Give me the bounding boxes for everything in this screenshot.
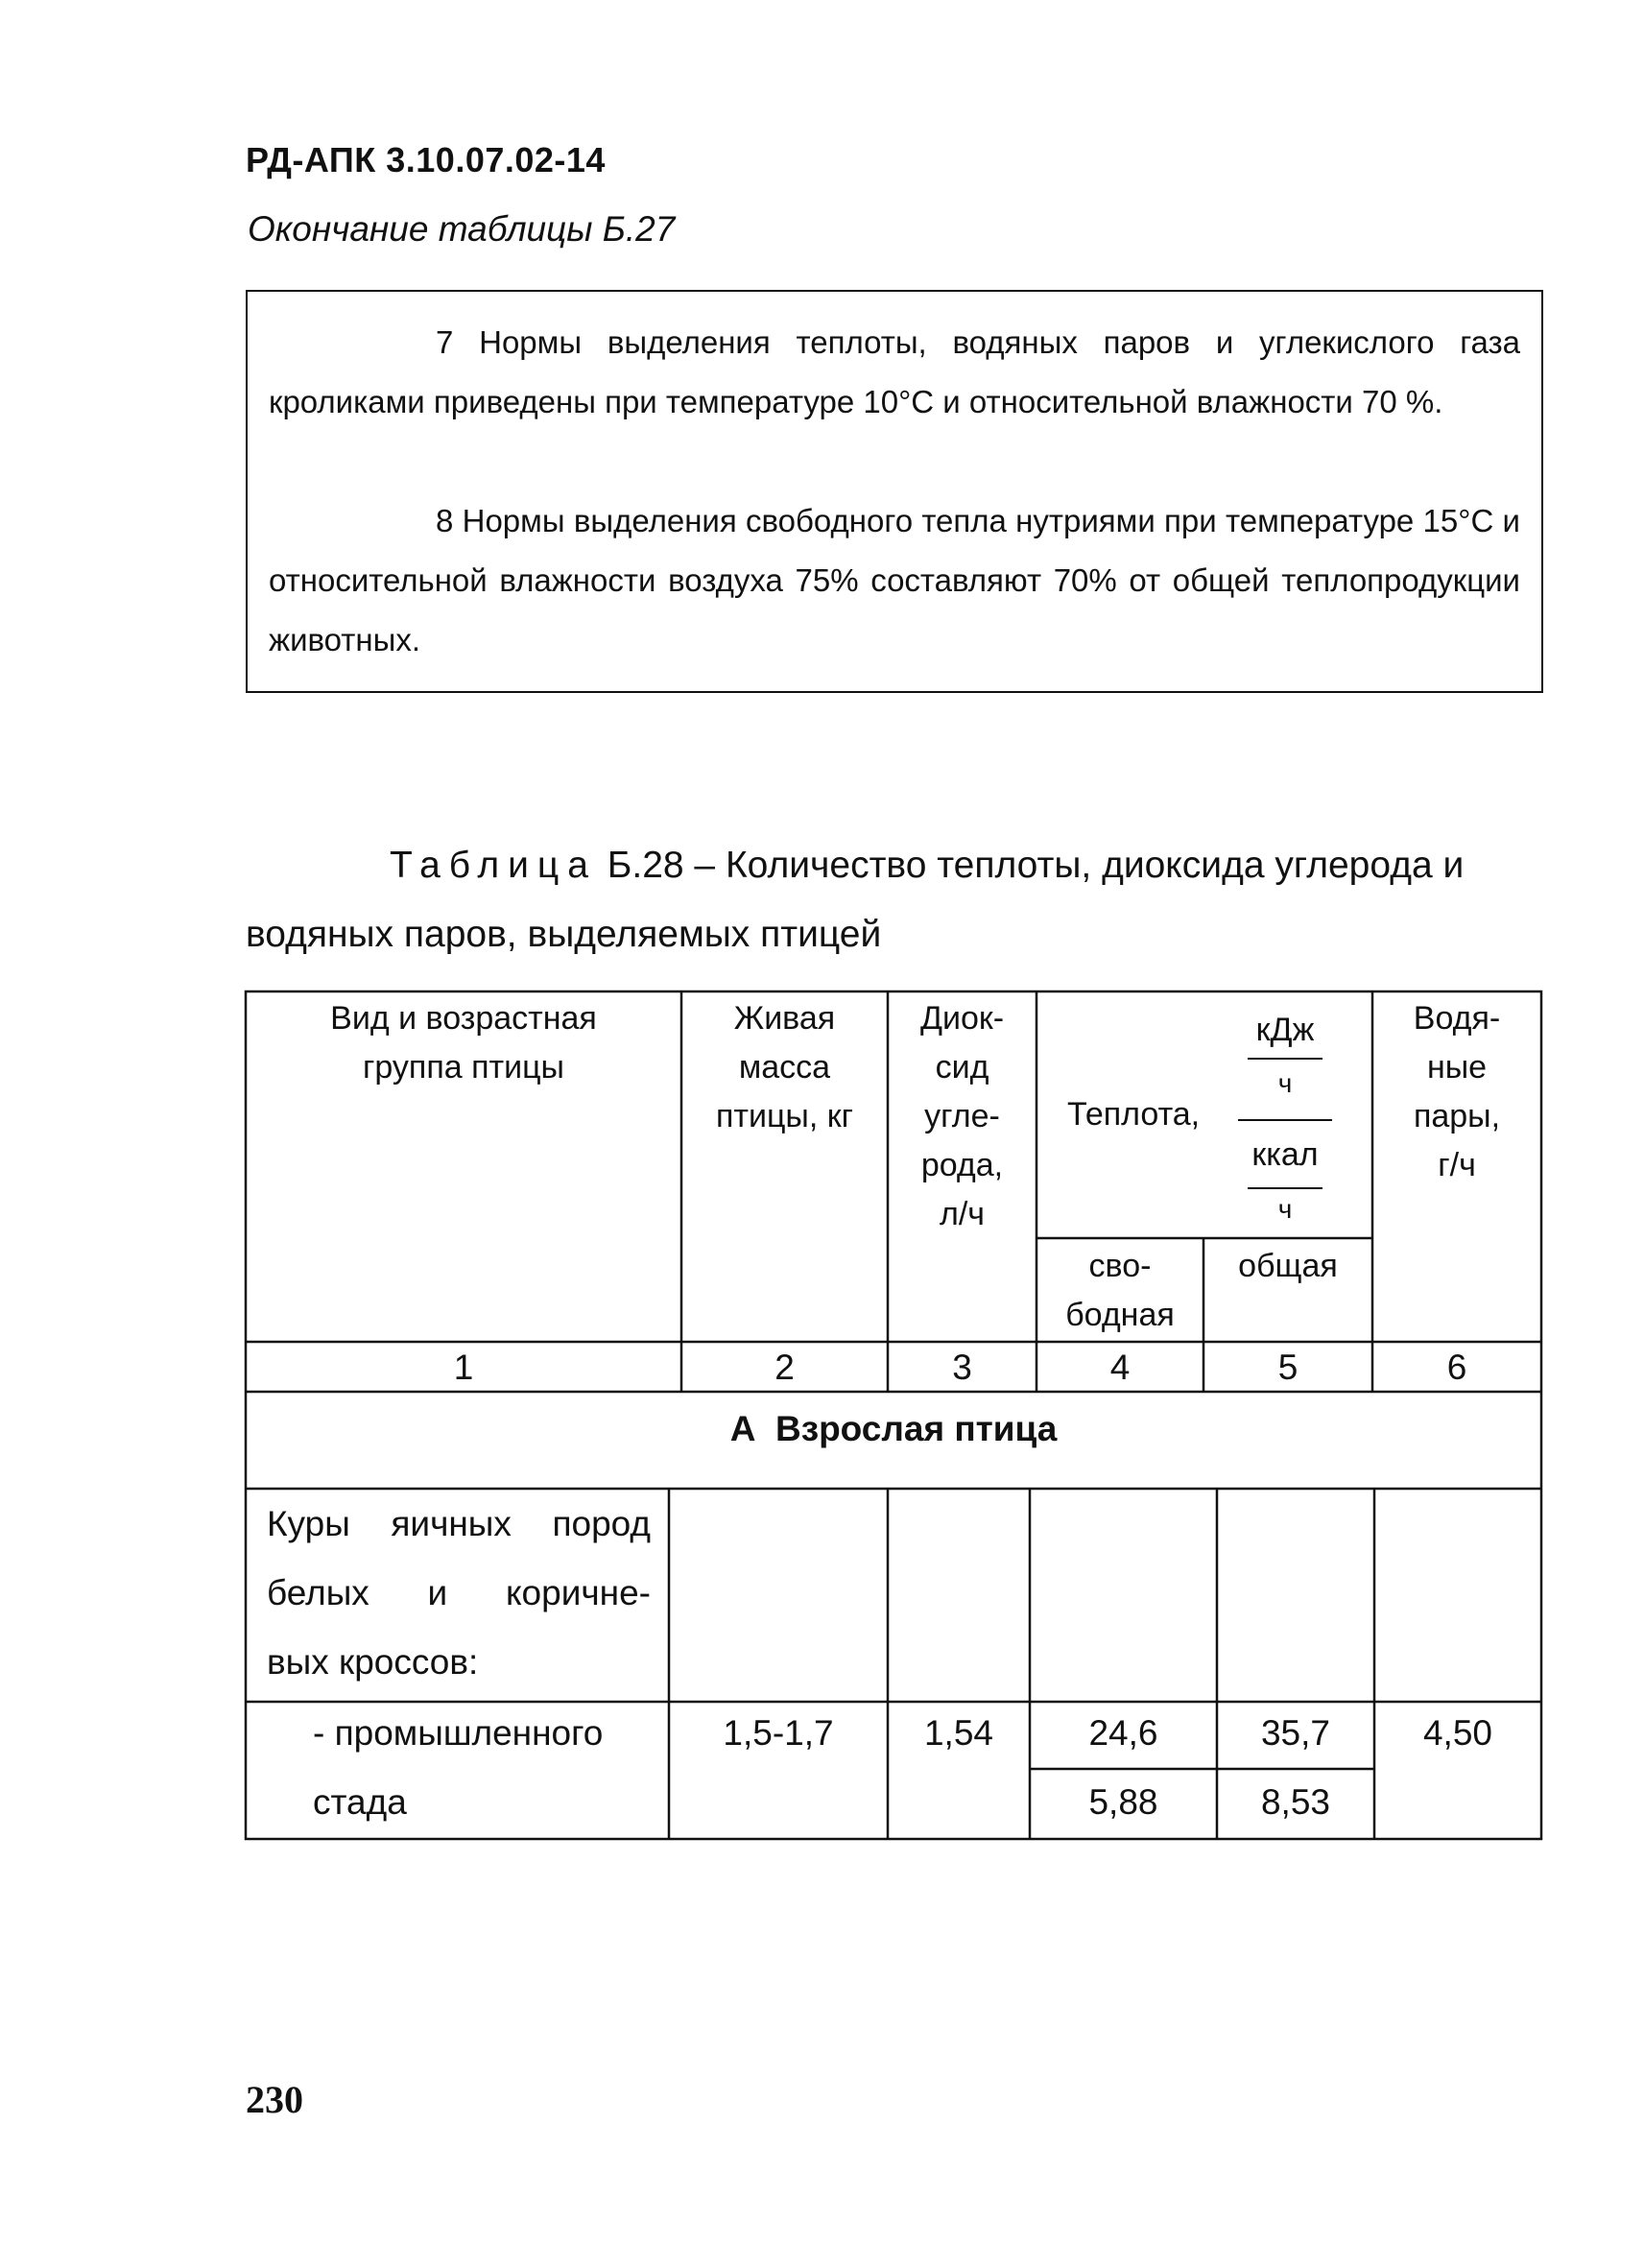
- column-number: 6: [1446, 1348, 1467, 1387]
- column-number: 2: [774, 1348, 795, 1387]
- page-number: 230: [246, 2078, 303, 2121]
- cell-heat-total-kcal: 8,53: [1260, 1782, 1330, 1822]
- table-caption-number: Б.28: [607, 845, 684, 886]
- header-co2: [890, 994, 1035, 1239]
- header-mass-line: птицы, кг: [715, 1098, 854, 1134]
- header-mass-line: масса: [738, 1049, 831, 1086]
- header-co2-line: сид: [935, 1049, 989, 1086]
- column-number: 3: [952, 1348, 972, 1387]
- header-co2-line: рода,: [920, 1147, 1004, 1183]
- section-a-heading: А Взрослая птица: [729, 1409, 1058, 1448]
- header-heat-total: общая: [1238, 1248, 1338, 1284]
- header-vapor-line: Водя-: [1413, 1000, 1501, 1037]
- note-8: 8 Нормы выделения свободного тепла нутриями при температуре 15°С и относительной влажности воздуха 75% составляют 70% от общей теплопродукции животных.: [269, 503, 1520, 657]
- table-caption-dash: –: [694, 845, 716, 886]
- notes-box: [246, 290, 1543, 693]
- cell-mass: 1,5-1,7: [723, 1713, 834, 1753]
- header-co2-line: Диок-: [919, 1000, 1005, 1037]
- group-label-line: вых кроссов:: [267, 1642, 479, 1682]
- header-heat-label: Теплота,: [1067, 1096, 1201, 1133]
- header-species-line: группа птицы: [363, 1049, 564, 1086]
- header-mass: [683, 994, 886, 1141]
- group-label-line: белых и коричне-: [267, 1573, 651, 1612]
- header-species: [248, 994, 679, 1092]
- header-heat-free-line: бодная: [1065, 1297, 1175, 1333]
- cell-heat-free-kcal: 5,88: [1088, 1782, 1158, 1822]
- row-name: [313, 1699, 658, 1837]
- cell-heat-free-kj: 24,6: [1088, 1713, 1158, 1753]
- table-caption-text: Количество теплоты, диоксида углерода и водяных паров, выделяемых птицей: [246, 845, 1465, 955]
- cell-vapor: 4,50: [1422, 1713, 1492, 1753]
- group-label-line: Куры яичных пород: [267, 1504, 651, 1543]
- cell-heat-total-kj: 35,7: [1260, 1713, 1330, 1753]
- cell-co2: 1,54: [923, 1713, 993, 1753]
- column-number: 5: [1277, 1348, 1299, 1387]
- header-heat-free: [1038, 1242, 1202, 1340]
- table-continuation-title: Окончание таблицы Б.27: [248, 209, 676, 249]
- group-label: [267, 1490, 651, 1697]
- header-heat-unit-kj-den: ч: [1277, 1068, 1293, 1098]
- header-vapor: [1374, 994, 1539, 1190]
- header-vapor-line: ные: [1426, 1049, 1488, 1086]
- note-7: 7 Нормы выделения теплоты, водяных паров и углекислого газа кроликами приведены при температуре 10°С и относительной влажности 70 %.: [269, 324, 1520, 419]
- header-heat-unit-kj: кДж: [1255, 1012, 1315, 1048]
- document-code: РД-АПК 3.10.07.02-14: [246, 140, 606, 179]
- column-number: 4: [1109, 1348, 1131, 1387]
- header-heat-unit-kcal-den: ч: [1277, 1194, 1293, 1224]
- header-heat-unit-kcal: ккал: [1251, 1136, 1319, 1173]
- table-caption-label: Таблица: [390, 845, 597, 886]
- header-species-line: Вид и возрастная: [330, 1000, 597, 1037]
- header-vapor-line: г/ч: [1438, 1147, 1476, 1183]
- column-number: 1: [453, 1348, 474, 1387]
- table-caption: [246, 831, 1543, 969]
- row-name-line: - промышленного: [313, 1713, 604, 1753]
- header-co2-line: угле-: [924, 1098, 1000, 1134]
- header-heat-free-line: сво-: [1088, 1248, 1152, 1284]
- header-co2-line: л/ч: [940, 1196, 985, 1232]
- header-vapor-line: пары,: [1413, 1098, 1501, 1134]
- row-name-line: стада: [313, 1782, 407, 1822]
- header-mass-line: Живая: [733, 1000, 836, 1037]
